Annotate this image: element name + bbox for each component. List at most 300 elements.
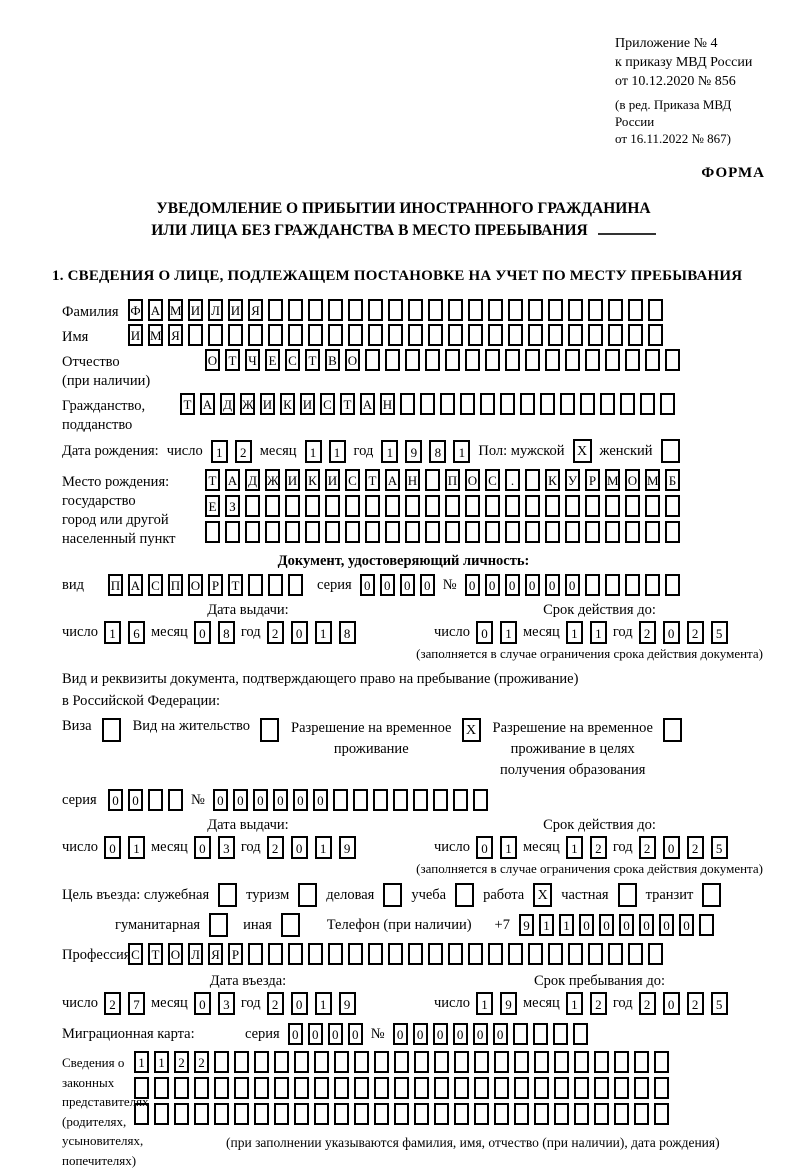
char-cell[interactable]: 2 — [194, 1051, 209, 1073]
char-cell[interactable]: 0 — [400, 574, 415, 596]
char-cell[interactable] — [525, 349, 540, 371]
char-cell[interactable]: 8 — [339, 621, 356, 644]
char-cell[interactable] — [445, 495, 460, 517]
char-cell[interactable] — [568, 299, 583, 321]
char-cell[interactable] — [420, 393, 435, 415]
char-cell[interactable] — [368, 324, 383, 346]
char-cell[interactable] — [368, 299, 383, 321]
char-cell[interactable] — [134, 1103, 149, 1125]
char-cell[interactable] — [405, 521, 420, 543]
char-cell[interactable]: И — [260, 393, 275, 415]
checkbox-cell[interactable] — [455, 883, 474, 907]
char-cell[interactable] — [505, 521, 520, 543]
char-cell[interactable] — [365, 495, 380, 517]
char-cell[interactable]: Н — [405, 469, 420, 491]
char-cell[interactable]: Я — [168, 324, 183, 346]
char-cell[interactable]: 0 — [619, 914, 634, 936]
char-cell[interactable]: 1 — [500, 836, 517, 859]
char-cell[interactable] — [348, 943, 363, 965]
char-cell[interactable]: Т — [180, 393, 195, 415]
char-cell[interactable] — [388, 943, 403, 965]
char-cell[interactable]: М — [148, 324, 163, 346]
char-cell[interactable]: О — [345, 349, 360, 371]
char-cell[interactable] — [508, 324, 523, 346]
char-cell[interactable]: 9 — [339, 836, 356, 859]
char-cell[interactable] — [628, 943, 643, 965]
char-cell[interactable] — [174, 1077, 189, 1099]
char-cell[interactable] — [288, 943, 303, 965]
char-cell[interactable]: А — [148, 299, 163, 321]
char-cell[interactable]: С — [128, 943, 143, 965]
char-cell[interactable] — [365, 521, 380, 543]
char-cell[interactable]: 1 — [500, 621, 517, 644]
char-cell[interactable] — [445, 349, 460, 371]
char-cell[interactable] — [448, 324, 463, 346]
char-cell[interactable] — [294, 1051, 309, 1073]
char-cell[interactable]: П — [108, 574, 123, 596]
char-cell[interactable] — [605, 521, 620, 543]
char-cell[interactable]: 2 — [687, 992, 704, 1015]
char-cell[interactable] — [353, 789, 368, 811]
char-cell[interactable] — [425, 495, 440, 517]
char-cell[interactable]: 1 — [305, 440, 322, 463]
char-cell[interactable]: 1 — [559, 914, 574, 936]
char-cell[interactable]: Л — [188, 943, 203, 965]
char-cell[interactable] — [294, 1103, 309, 1125]
char-cell[interactable] — [468, 324, 483, 346]
char-cell[interactable]: 1 — [566, 836, 583, 859]
char-cell[interactable]: 1 — [315, 992, 332, 1015]
char-cell[interactable]: 1 — [104, 621, 121, 644]
char-cell[interactable]: 0 — [291, 836, 308, 859]
char-cell[interactable] — [554, 1051, 569, 1073]
char-cell[interactable] — [625, 521, 640, 543]
char-cell[interactable]: 9 — [519, 914, 534, 936]
char-cell[interactable] — [585, 349, 600, 371]
char-cell[interactable] — [433, 789, 448, 811]
char-cell[interactable] — [465, 521, 480, 543]
char-cell[interactable] — [428, 943, 443, 965]
char-cell[interactable] — [494, 1051, 509, 1073]
char-cell[interactable] — [205, 521, 220, 543]
char-cell[interactable] — [268, 299, 283, 321]
char-cell[interactable] — [428, 299, 443, 321]
char-cell[interactable] — [234, 1051, 249, 1073]
char-cell[interactable]: 0 — [465, 574, 480, 596]
char-cell[interactable]: У — [565, 469, 580, 491]
char-cell[interactable]: 0 — [525, 574, 540, 596]
char-cell[interactable] — [328, 943, 343, 965]
char-cell[interactable] — [588, 299, 603, 321]
char-cell[interactable]: Ж — [265, 469, 280, 491]
char-cell[interactable]: 2 — [687, 621, 704, 644]
char-cell[interactable]: 0 — [453, 1023, 468, 1045]
char-cell[interactable] — [600, 393, 615, 415]
char-cell[interactable] — [134, 1077, 149, 1099]
char-cell[interactable]: Р — [585, 469, 600, 491]
char-cell[interactable] — [514, 1103, 529, 1125]
char-cell[interactable]: 0 — [313, 789, 328, 811]
char-cell[interactable]: 1 — [381, 440, 398, 463]
char-cell[interactable]: Н — [380, 393, 395, 415]
char-cell[interactable] — [274, 1103, 289, 1125]
char-cell[interactable]: 2 — [639, 836, 656, 859]
char-cell[interactable]: Т — [148, 943, 163, 965]
char-cell[interactable] — [560, 393, 575, 415]
char-cell[interactable] — [425, 469, 440, 491]
char-cell[interactable] — [345, 521, 360, 543]
char-cell[interactable]: 0 — [380, 574, 395, 596]
char-cell[interactable] — [565, 349, 580, 371]
char-cell[interactable] — [305, 495, 320, 517]
checkbox-cell[interactable] — [218, 883, 237, 907]
checkbox-cell[interactable] — [102, 718, 121, 742]
char-cell[interactable] — [314, 1103, 329, 1125]
char-cell[interactable] — [308, 324, 323, 346]
char-cell[interactable] — [268, 574, 283, 596]
char-cell[interactable] — [628, 324, 643, 346]
char-cell[interactable] — [573, 1023, 588, 1045]
char-cell[interactable]: 0 — [599, 914, 614, 936]
char-cell[interactable] — [454, 1103, 469, 1125]
char-cell[interactable] — [428, 324, 443, 346]
char-cell[interactable] — [488, 299, 503, 321]
char-cell[interactable] — [654, 1103, 669, 1125]
char-cell[interactable] — [408, 943, 423, 965]
char-cell[interactable]: З — [225, 495, 240, 517]
checkbox-cell[interactable] — [663, 718, 682, 742]
char-cell[interactable] — [540, 393, 555, 415]
checkbox-cell[interactable] — [383, 883, 402, 907]
char-cell[interactable] — [625, 574, 640, 596]
char-cell[interactable] — [385, 495, 400, 517]
char-cell[interactable]: 0 — [579, 914, 594, 936]
char-cell[interactable] — [474, 1103, 489, 1125]
char-cell[interactable] — [334, 1103, 349, 1125]
char-cell[interactable]: С — [148, 574, 163, 596]
char-cell[interactable] — [214, 1077, 229, 1099]
char-cell[interactable] — [608, 299, 623, 321]
char-cell[interactable] — [234, 1103, 249, 1125]
char-cell[interactable] — [634, 1051, 649, 1073]
char-cell[interactable] — [368, 943, 383, 965]
char-cell[interactable] — [434, 1103, 449, 1125]
char-cell[interactable] — [345, 495, 360, 517]
char-cell[interactable] — [648, 324, 663, 346]
char-cell[interactable]: С — [485, 469, 500, 491]
char-cell[interactable] — [408, 324, 423, 346]
char-cell[interactable] — [553, 1023, 568, 1045]
char-cell[interactable] — [565, 521, 580, 543]
char-cell[interactable] — [374, 1077, 389, 1099]
char-cell[interactable] — [268, 324, 283, 346]
char-cell[interactable] — [374, 1051, 389, 1073]
checkbox-cell[interactable] — [209, 913, 228, 937]
char-cell[interactable]: М — [645, 469, 660, 491]
char-cell[interactable] — [494, 1077, 509, 1099]
char-cell[interactable]: И — [228, 299, 243, 321]
char-cell[interactable] — [473, 789, 488, 811]
char-cell[interactable] — [648, 943, 663, 965]
char-cell[interactable] — [508, 943, 523, 965]
char-cell[interactable]: 0 — [194, 836, 211, 859]
char-cell[interactable] — [585, 521, 600, 543]
checkbox-cell[interactable] — [661, 439, 680, 463]
char-cell[interactable]: 2 — [639, 992, 656, 1015]
char-cell[interactable]: Я — [248, 299, 263, 321]
char-cell[interactable]: 0 — [213, 789, 228, 811]
char-cell[interactable] — [588, 324, 603, 346]
char-cell[interactable] — [645, 349, 660, 371]
char-cell[interactable] — [645, 574, 660, 596]
checkbox-cell[interactable] — [298, 883, 317, 907]
char-cell[interactable] — [354, 1077, 369, 1099]
char-cell[interactable] — [645, 521, 660, 543]
char-cell[interactable] — [528, 299, 543, 321]
char-cell[interactable] — [585, 574, 600, 596]
char-cell[interactable]: Р — [208, 574, 223, 596]
char-cell[interactable] — [194, 1077, 209, 1099]
char-cell[interactable] — [605, 574, 620, 596]
char-cell[interactable] — [574, 1103, 589, 1125]
char-cell[interactable] — [534, 1077, 549, 1099]
checkbox-cell[interactable] — [702, 883, 721, 907]
checkbox-cell[interactable] — [260, 718, 279, 742]
char-cell[interactable]: Т — [365, 469, 380, 491]
char-cell[interactable] — [254, 1077, 269, 1099]
char-cell[interactable]: 0 — [476, 836, 493, 859]
char-cell[interactable] — [525, 495, 540, 517]
char-cell[interactable] — [453, 789, 468, 811]
char-cell[interactable] — [488, 943, 503, 965]
char-cell[interactable]: 9 — [500, 992, 517, 1015]
char-cell[interactable] — [268, 943, 283, 965]
char-cell[interactable]: О — [188, 574, 203, 596]
char-cell[interactable]: Т — [205, 469, 220, 491]
char-cell[interactable] — [393, 789, 408, 811]
checkbox-cell[interactable]: X — [533, 883, 552, 907]
char-cell[interactable]: 0 — [273, 789, 288, 811]
char-cell[interactable]: 0 — [476, 621, 493, 644]
char-cell[interactable]: М — [168, 299, 183, 321]
char-cell[interactable] — [594, 1051, 609, 1073]
char-cell[interactable]: О — [168, 943, 183, 965]
char-cell[interactable]: Д — [245, 469, 260, 491]
char-cell[interactable] — [614, 1051, 629, 1073]
char-cell[interactable] — [245, 521, 260, 543]
char-cell[interactable]: 0 — [194, 992, 211, 1015]
char-cell[interactable]: 0 — [663, 621, 680, 644]
char-cell[interactable] — [525, 469, 540, 491]
char-cell[interactable] — [545, 349, 560, 371]
char-cell[interactable] — [168, 789, 183, 811]
char-cell[interactable] — [440, 393, 455, 415]
char-cell[interactable]: 2 — [174, 1051, 189, 1073]
char-cell[interactable] — [528, 324, 543, 346]
char-cell[interactable]: Ч — [245, 349, 260, 371]
char-cell[interactable] — [574, 1077, 589, 1099]
char-cell[interactable]: 2 — [235, 440, 252, 463]
char-cell[interactable] — [285, 521, 300, 543]
char-cell[interactable]: И — [188, 299, 203, 321]
char-cell[interactable] — [654, 1051, 669, 1073]
char-cell[interactable] — [400, 393, 415, 415]
checkbox-cell[interactable] — [281, 913, 300, 937]
char-cell[interactable]: 0 — [505, 574, 520, 596]
char-cell[interactable] — [373, 789, 388, 811]
char-cell[interactable]: 2 — [639, 621, 656, 644]
char-cell[interactable]: 0 — [420, 574, 435, 596]
char-cell[interactable]: 1 — [329, 440, 346, 463]
char-cell[interactable]: 0 — [473, 1023, 488, 1045]
char-cell[interactable]: 1 — [315, 836, 332, 859]
char-cell[interactable] — [425, 349, 440, 371]
char-cell[interactable]: 5 — [711, 992, 728, 1015]
char-cell[interactable] — [348, 299, 363, 321]
char-cell[interactable] — [254, 1051, 269, 1073]
char-cell[interactable]: 0 — [104, 836, 121, 859]
char-cell[interactable]: 0 — [108, 789, 123, 811]
char-cell[interactable] — [533, 1023, 548, 1045]
char-cell[interactable] — [548, 299, 563, 321]
char-cell[interactable] — [288, 574, 303, 596]
char-cell[interactable]: С — [320, 393, 335, 415]
char-cell[interactable]: 0 — [663, 836, 680, 859]
char-cell[interactable] — [500, 393, 515, 415]
char-cell[interactable] — [408, 299, 423, 321]
char-cell[interactable]: 0 — [293, 789, 308, 811]
char-cell[interactable]: Ж — [240, 393, 255, 415]
char-cell[interactable] — [614, 1103, 629, 1125]
char-cell[interactable] — [665, 521, 680, 543]
char-cell[interactable] — [634, 1103, 649, 1125]
char-cell[interactable] — [594, 1103, 609, 1125]
char-cell[interactable] — [328, 324, 343, 346]
char-cell[interactable]: 2 — [267, 621, 284, 644]
char-cell[interactable] — [274, 1077, 289, 1099]
char-cell[interactable] — [548, 324, 563, 346]
char-cell[interactable]: 0 — [291, 621, 308, 644]
char-cell[interactable]: 0 — [433, 1023, 448, 1045]
char-cell[interactable]: И — [300, 393, 315, 415]
char-cell[interactable]: Я — [208, 943, 223, 965]
char-cell[interactable] — [513, 1023, 528, 1045]
char-cell[interactable] — [608, 324, 623, 346]
char-cell[interactable]: 1 — [154, 1051, 169, 1073]
char-cell[interactable]: А — [128, 574, 143, 596]
char-cell[interactable]: 1 — [590, 621, 607, 644]
char-cell[interactable] — [534, 1103, 549, 1125]
char-cell[interactable]: 2 — [267, 992, 284, 1015]
char-cell[interactable] — [334, 1077, 349, 1099]
char-cell[interactable] — [388, 299, 403, 321]
char-cell[interactable] — [194, 1103, 209, 1125]
char-cell[interactable] — [594, 1077, 609, 1099]
char-cell[interactable]: А — [360, 393, 375, 415]
char-cell[interactable]: Т — [305, 349, 320, 371]
char-cell[interactable]: 2 — [104, 992, 121, 1015]
char-cell[interactable]: С — [285, 349, 300, 371]
char-cell[interactable] — [454, 1051, 469, 1073]
char-cell[interactable] — [174, 1103, 189, 1125]
char-cell[interactable]: 5 — [711, 836, 728, 859]
char-cell[interactable] — [414, 1051, 429, 1073]
char-cell[interactable] — [148, 789, 163, 811]
char-cell[interactable] — [434, 1051, 449, 1073]
char-cell[interactable]: 0 — [288, 1023, 303, 1045]
char-cell[interactable]: С — [345, 469, 360, 491]
char-cell[interactable] — [645, 495, 660, 517]
char-cell[interactable] — [248, 324, 263, 346]
char-cell[interactable]: И — [285, 469, 300, 491]
char-cell[interactable]: 8 — [218, 621, 235, 644]
char-cell[interactable]: М — [605, 469, 620, 491]
char-cell[interactable] — [480, 393, 495, 415]
char-cell[interactable] — [505, 349, 520, 371]
char-cell[interactable]: Е — [265, 349, 280, 371]
char-cell[interactable] — [248, 943, 263, 965]
char-cell[interactable] — [354, 1051, 369, 1073]
char-cell[interactable] — [465, 495, 480, 517]
char-cell[interactable] — [325, 495, 340, 517]
char-cell[interactable] — [474, 1077, 489, 1099]
char-cell[interactable]: 1 — [134, 1051, 149, 1073]
char-cell[interactable] — [585, 495, 600, 517]
char-cell[interactable] — [265, 495, 280, 517]
char-cell[interactable] — [608, 943, 623, 965]
char-cell[interactable] — [605, 349, 620, 371]
char-cell[interactable] — [288, 324, 303, 346]
char-cell[interactable] — [305, 521, 320, 543]
char-cell[interactable]: Т — [225, 349, 240, 371]
char-cell[interactable]: О — [625, 469, 640, 491]
char-cell[interactable] — [385, 349, 400, 371]
char-cell[interactable]: 3 — [218, 836, 235, 859]
char-cell[interactable] — [414, 1103, 429, 1125]
char-cell[interactable] — [454, 1077, 469, 1099]
char-cell[interactable]: 0 — [663, 992, 680, 1015]
char-cell[interactable] — [554, 1077, 569, 1099]
char-cell[interactable] — [580, 393, 595, 415]
char-cell[interactable] — [545, 521, 560, 543]
char-cell[interactable] — [414, 1077, 429, 1099]
char-cell[interactable] — [494, 1103, 509, 1125]
char-cell[interactable] — [394, 1077, 409, 1099]
char-cell[interactable]: П — [445, 469, 460, 491]
char-cell[interactable] — [234, 1077, 249, 1099]
char-cell[interactable] — [528, 943, 543, 965]
char-cell[interactable] — [465, 349, 480, 371]
char-cell[interactable]: Р — [228, 943, 243, 965]
char-cell[interactable] — [554, 1103, 569, 1125]
char-cell[interactable]: 0 — [194, 621, 211, 644]
char-cell[interactable] — [354, 1103, 369, 1125]
char-cell[interactable] — [225, 521, 240, 543]
char-cell[interactable] — [628, 299, 643, 321]
char-cell[interactable] — [565, 495, 580, 517]
char-cell[interactable] — [394, 1051, 409, 1073]
char-cell[interactable]: 2 — [590, 992, 607, 1015]
char-cell[interactable] — [333, 789, 348, 811]
char-cell[interactable] — [365, 349, 380, 371]
char-cell[interactable] — [514, 1051, 529, 1073]
char-cell[interactable] — [665, 349, 680, 371]
char-cell[interactable] — [485, 495, 500, 517]
char-cell[interactable]: 1 — [453, 440, 470, 463]
char-cell[interactable]: Л — [208, 299, 223, 321]
char-cell[interactable]: 0 — [328, 1023, 343, 1045]
char-cell[interactable] — [474, 1051, 489, 1073]
